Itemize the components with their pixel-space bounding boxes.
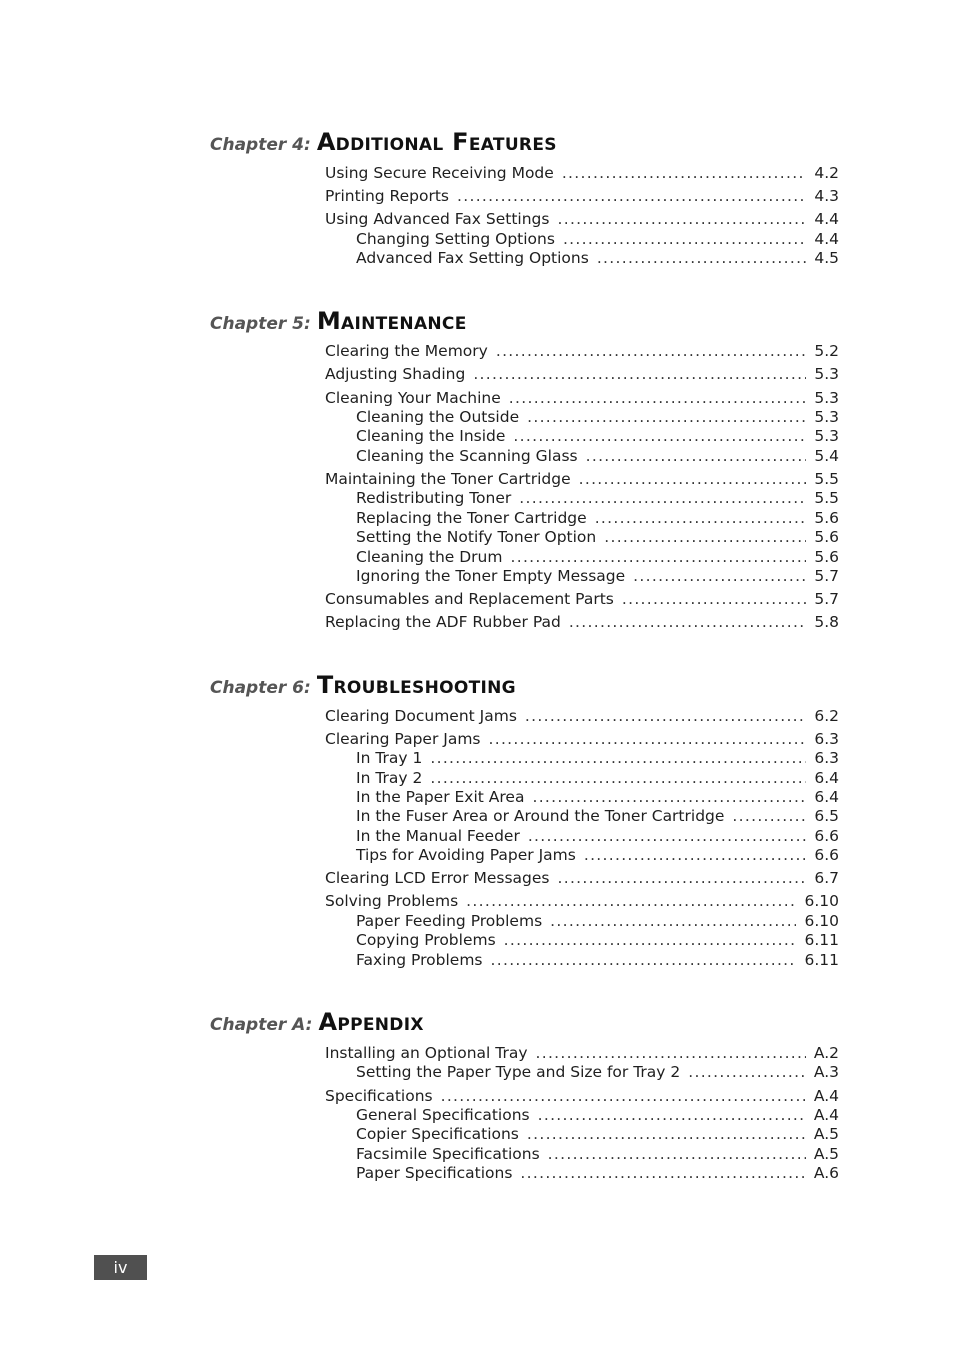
- toc-entry[interactable]: [325, 613, 839, 632]
- toc-subentry[interactable]: [356, 427, 839, 446]
- dot-leader: [548, 1145, 806, 1164]
- toc-entry-title: In the Manual Feeder: [356, 827, 520, 845]
- dot-leader: [586, 447, 807, 466]
- toc-entry[interactable]: [325, 590, 839, 609]
- toc-entry[interactable]: [325, 365, 839, 384]
- toc-subentry[interactable]: [356, 548, 839, 567]
- dot-leader: [633, 567, 806, 586]
- dot-leader: [525, 707, 806, 726]
- toc-entry-title: Paper Feeding Problems: [356, 912, 543, 930]
- dot-leader: [489, 730, 807, 749]
- dot-leader: [457, 187, 806, 206]
- dot-leader: [430, 769, 806, 788]
- toc-entry-title: Using Advanced Fax Settings: [325, 210, 550, 228]
- dot-leader: [528, 827, 807, 846]
- toc-entry-page: 6.10: [804, 912, 839, 930]
- dot-leader: [519, 489, 806, 508]
- toc-entry[interactable]: [325, 892, 839, 911]
- toc-entry-page: A.4: [813, 1106, 839, 1124]
- toc-entry-page: A.2: [813, 1044, 839, 1062]
- dot-leader: [732, 807, 806, 826]
- toc-subentry[interactable]: [356, 827, 839, 846]
- toc-subentry[interactable]: [356, 1063, 839, 1082]
- toc-entry-page: 5.3: [814, 408, 839, 426]
- toc-entry-page: 5.3: [814, 427, 839, 445]
- dot-leader: [579, 470, 807, 489]
- toc-subentry[interactable]: [356, 528, 839, 547]
- dot-leader: [527, 1125, 806, 1144]
- toc-subentry[interactable]: [356, 489, 839, 508]
- dot-leader: [595, 509, 807, 528]
- toc-entry-page: 6.11: [804, 951, 839, 969]
- toc-entry-title: In the Fuser Area or Around the Toner Cartridge: [356, 807, 725, 825]
- toc-entry-page: 6.6: [814, 846, 839, 864]
- toc-entry-title: Faxing Problems: [356, 951, 483, 969]
- toc-subentry[interactable]: [356, 912, 839, 931]
- dot-leader: [473, 365, 806, 384]
- toc-entry-page: 6.4: [814, 769, 839, 787]
- toc-entry-page: 5.6: [814, 509, 839, 527]
- chapter-label: Chapter 6:: [210, 678, 311, 698]
- page-number-badge: [94, 1255, 147, 1280]
- chapter-title: Troubleshooting: [316, 671, 516, 699]
- toc-entry-title: In Tray 1: [356, 749, 423, 767]
- toc-entry[interactable]: [325, 1044, 839, 1063]
- toc-entry-title: In the Paper Exit Area: [356, 788, 525, 806]
- toc-subentry[interactable]: [356, 447, 839, 466]
- toc-entry-page: 5.3: [814, 365, 839, 383]
- page-number: iv: [113, 1258, 128, 1277]
- dot-leader: [527, 408, 806, 427]
- toc-entry-title: Tips for Avoiding Paper Jams: [356, 846, 576, 864]
- chapter-heading: [210, 671, 850, 699]
- toc-subentry[interactable]: [356, 249, 839, 268]
- toc-entry-title: Copying Problems: [356, 931, 496, 949]
- toc-entry[interactable]: [325, 470, 839, 489]
- chapter-title: Maintenance: [316, 307, 467, 335]
- toc-entry-title: Redistributing Toner: [356, 489, 512, 507]
- toc-entry-title: General Specifications: [356, 1106, 530, 1124]
- chapter-heading: [210, 128, 850, 156]
- toc-entry[interactable]: [325, 210, 839, 229]
- toc-entry-page: 6.7: [814, 869, 839, 887]
- toc-entry-title: Advanced Fax Setting Options: [356, 249, 589, 267]
- dot-leader: [509, 389, 807, 408]
- toc-entry-title: Consumables and Replacement Parts: [325, 590, 614, 608]
- toc-subentry[interactable]: [356, 807, 839, 826]
- dot-leader: [584, 846, 807, 865]
- chapter-heading: [210, 1008, 850, 1036]
- toc-entry-title: Clearing LCD Error Messages: [325, 869, 550, 887]
- toc-entry-title: Ignoring the Toner Empty Message: [356, 567, 626, 585]
- toc-entry[interactable]: [325, 342, 839, 361]
- dot-leader: [510, 548, 806, 567]
- toc-entry[interactable]: [325, 389, 839, 408]
- toc-subentry[interactable]: [356, 567, 839, 586]
- dot-leader: [491, 951, 797, 970]
- toc-entry-page: 6.10: [804, 892, 839, 910]
- toc-entry-title: Facsimile Specifications: [356, 1145, 540, 1163]
- dot-leader: [496, 342, 807, 361]
- toc-entry-title: Printing Reports: [325, 187, 450, 205]
- dot-leader: [569, 613, 807, 632]
- toc-entry-page: 5.4: [814, 447, 839, 465]
- toc-entry-title: In Tray 2: [356, 769, 423, 787]
- toc-entry-title: Maintaining the Toner Cartridge: [325, 470, 571, 488]
- toc-entry-page: 6.11: [804, 931, 839, 949]
- chapter-title: Appendix: [318, 1008, 424, 1036]
- toc-entry-page: 5.7: [814, 567, 839, 585]
- toc-entry-title: Replacing the ADF Rubber Pad: [325, 613, 561, 631]
- toc-entry-title: Clearing the Memory: [325, 342, 488, 360]
- dot-leader: [597, 249, 807, 268]
- toc-entry-page: 6.3: [814, 749, 839, 767]
- toc-entry-page: 4.4: [814, 230, 839, 248]
- dot-leader: [562, 164, 807, 183]
- toc-entry[interactable]: [325, 730, 839, 749]
- dot-leader: [688, 1063, 806, 1082]
- toc-entry-title: Copier Specifications: [356, 1125, 519, 1143]
- dot-leader: [520, 1164, 805, 1183]
- toc-entry-page: A.6: [813, 1164, 839, 1182]
- toc-entry-page: 5.6: [814, 528, 839, 546]
- toc-entry-page: 5.6: [814, 548, 839, 566]
- dot-leader: [557, 869, 806, 888]
- toc-subentry[interactable]: [356, 951, 839, 970]
- toc-entry-title: Adjusting Shading: [325, 365, 466, 383]
- toc-entry[interactable]: [325, 869, 839, 888]
- dot-leader: [430, 749, 806, 768]
- chapter-label: Chapter 4:: [210, 135, 311, 155]
- toc-entry-title: Cleaning the Scanning Glass: [356, 447, 578, 465]
- chapter-title: Additional Features: [316, 128, 557, 156]
- toc-entry-page: 5.2: [814, 342, 839, 360]
- toc-entry-title: Installing an Optional Tray: [325, 1044, 528, 1062]
- dot-leader: [441, 1087, 806, 1106]
- toc-entry[interactable]: [325, 187, 839, 206]
- dot-leader: [466, 892, 796, 911]
- toc-entry-page: 6.3: [814, 730, 839, 748]
- toc-entry-title: Specifications: [325, 1087, 433, 1105]
- toc-entry-page: 5.5: [814, 470, 839, 488]
- toc-entry-page: 4.4: [814, 210, 839, 228]
- toc-entry-title: Cleaning the Inside: [356, 427, 506, 445]
- toc-entry-page: 4.2: [814, 164, 839, 182]
- toc-subentry[interactable]: [356, 1145, 839, 1164]
- toc-entry-page: 6.6: [814, 827, 839, 845]
- toc-entry-page: 6.5: [814, 807, 839, 825]
- toc-entry-title: Clearing Document Jams: [325, 707, 517, 725]
- toc-entry[interactable]: [325, 1087, 839, 1106]
- toc-subentry[interactable]: [356, 1125, 839, 1144]
- chapter-label: Chapter A:: [210, 1015, 313, 1035]
- dot-leader: [622, 590, 806, 609]
- chapter-heading: [210, 307, 850, 335]
- toc-entry-page: A.3: [813, 1063, 839, 1081]
- toc-entry-title: Cleaning the Outside: [356, 408, 520, 426]
- toc-entry-page: 6.2: [814, 707, 839, 725]
- dot-leader: [504, 931, 797, 950]
- dot-leader: [604, 528, 806, 547]
- toc-entry-title: Using Secure Receiving Mode: [325, 164, 554, 182]
- toc-entry-title: Changing Setting Options: [356, 230, 555, 248]
- toc-entry-page: A.4: [813, 1087, 839, 1105]
- toc-subentry[interactable]: [356, 230, 839, 249]
- toc-subentry[interactable]: [356, 408, 839, 427]
- toc-entry-page: 6.4: [814, 788, 839, 806]
- toc-entry-page: 5.3: [814, 389, 839, 407]
- toc-entry-page: 5.5: [814, 489, 839, 507]
- toc-entry-page: A.5: [813, 1145, 839, 1163]
- toc-subentry[interactable]: [356, 1106, 839, 1125]
- toc-entry-title: Paper Specifications: [356, 1164, 513, 1182]
- toc-subentry[interactable]: [356, 509, 839, 528]
- toc-entry-title: Clearing Paper Jams: [325, 730, 481, 748]
- chapter-label: Chapter 5:: [210, 314, 311, 334]
- toc-entry-page: 4.5: [814, 249, 839, 267]
- dot-leader: [513, 427, 806, 446]
- toc-entry-page: 5.7: [814, 590, 839, 608]
- dot-leader: [538, 1106, 806, 1125]
- dot-leader: [532, 788, 806, 807]
- toc-entry-page: 5.8: [814, 613, 839, 631]
- toc-entry-title: Solving Problems: [325, 892, 459, 910]
- toc-entry-page: A.5: [813, 1125, 839, 1143]
- dot-leader: [557, 210, 806, 229]
- toc-subentry[interactable]: [356, 749, 839, 768]
- toc-entry-page: 4.3: [814, 187, 839, 205]
- toc-entry-title: Cleaning the Drum: [356, 548, 503, 566]
- toc-subentry[interactable]: [356, 846, 839, 865]
- toc-subentry[interactable]: [356, 931, 839, 950]
- toc-subentry[interactable]: [356, 788, 839, 807]
- toc-entry[interactable]: [325, 164, 839, 183]
- dot-leader: [550, 912, 796, 931]
- toc-entry-title: Replacing the Toner Cartridge: [356, 509, 587, 527]
- dot-leader: [563, 230, 806, 249]
- toc-subentry[interactable]: [356, 1164, 839, 1183]
- dot-leader: [536, 1044, 806, 1063]
- toc-entry-title: Setting the Paper Type and Size for Tray 2: [356, 1063, 681, 1081]
- toc-entry-title: Setting the Notify Toner Option: [356, 528, 597, 546]
- toc-entry[interactable]: [325, 707, 839, 726]
- toc-entry-title: Cleaning Your Machine: [325, 389, 501, 407]
- toc-subentry[interactable]: [356, 769, 839, 788]
